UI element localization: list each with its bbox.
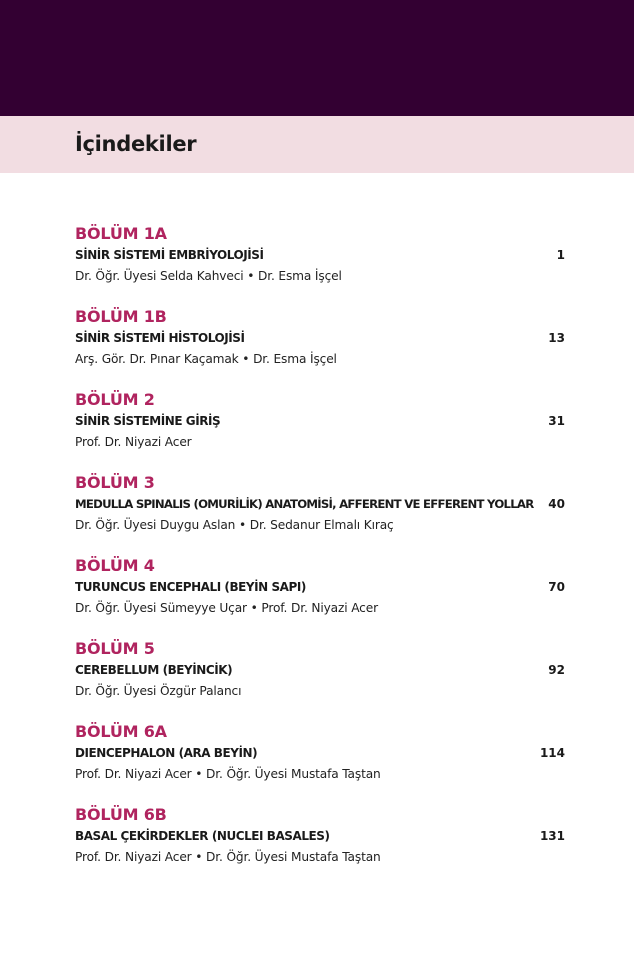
page-number: 1 bbox=[556, 248, 565, 262]
chapter-authors: Dr. Öğr. Üyesi Özgür Palancı bbox=[75, 684, 242, 698]
chapter-title-row bbox=[75, 494, 565, 515]
page-number: 92 bbox=[548, 663, 565, 677]
toc-entry[interactable] bbox=[75, 555, 565, 638]
chapter-authors: Prof. Dr. Niyazi Acer bbox=[75, 435, 192, 449]
toc-entry[interactable] bbox=[75, 638, 565, 721]
chapter-title: BASAL ÇEKİRDEKLER (NUCLEI BASALES) bbox=[75, 829, 330, 843]
toc-entry[interactable] bbox=[75, 472, 565, 555]
chapter-label: BÖLÜM 1A bbox=[75, 224, 167, 243]
chapter-label: BÖLÜM 3 bbox=[75, 473, 155, 492]
chapter-label: BÖLÜM 5 bbox=[75, 639, 155, 658]
chapter-title-row bbox=[75, 660, 565, 681]
chapter-label: BÖLÜM 1B bbox=[75, 307, 167, 326]
page-number: 131 bbox=[539, 829, 565, 843]
page-number: 114 bbox=[539, 746, 565, 760]
chapter-title: TURUNCUS ENCEPHALI (BEYİN SAPI) bbox=[75, 580, 306, 594]
chapter-authors: Arş. Gör. Dr. Pınar Kaçamak • Dr. Esma İşçel bbox=[75, 352, 337, 366]
chapter-title-row bbox=[75, 743, 565, 764]
chapter-label: BÖLÜM 2 bbox=[75, 390, 155, 409]
toc-entry[interactable] bbox=[75, 804, 565, 887]
chapter-title: SİNİR SİSTEMİNE GİRİŞ bbox=[75, 414, 221, 428]
chapter-title-row bbox=[75, 577, 565, 598]
chapter-authors: Dr. Öğr. Üyesi Duygu Aslan • Dr. Sedanur Elmalı Kıraç bbox=[75, 518, 394, 532]
chapter-label: BÖLÜM 4 bbox=[75, 556, 155, 575]
page-number: 13 bbox=[548, 331, 565, 345]
page-number: 40 bbox=[548, 497, 565, 511]
chapter-authors: Prof. Dr. Niyazi Acer • Dr. Öğr. Üyesi Mustafa Taştan bbox=[75, 850, 381, 864]
page-title: İçindekiler bbox=[75, 132, 197, 156]
chapter-authors: Dr. Öğr. Üyesi Selda Kahveci • Dr. Esma İşçel bbox=[75, 269, 342, 283]
chapter-title-row bbox=[75, 411, 565, 432]
page-number: 31 bbox=[548, 414, 565, 428]
toc-entry[interactable] bbox=[75, 223, 565, 306]
chapter-title: MEDULLA SPINALIS (OMURİLİK) ANATOMİSİ, AFFERENT VE EFFERENT YOLLAR bbox=[75, 497, 534, 511]
chapter-title: SİNİR SİSTEMİ HİSTOLOJİSİ bbox=[75, 331, 245, 345]
chapter-title: DIENCEPHALON (ARA BEYİN) bbox=[75, 746, 258, 760]
chapter-label: BÖLÜM 6A bbox=[75, 722, 167, 741]
chapter-authors: Prof. Dr. Niyazi Acer • Dr. Öğr. Üyesi Mustafa Taştan bbox=[75, 767, 381, 781]
chapter-label: BÖLÜM 6B bbox=[75, 805, 167, 824]
toc-entry[interactable] bbox=[75, 721, 565, 804]
chapter-title: CEREBELLUM (BEYİNCİK) bbox=[75, 663, 233, 677]
toc-entry[interactable] bbox=[75, 306, 565, 389]
chapter-title-row bbox=[75, 245, 565, 266]
header-band bbox=[0, 0, 634, 116]
chapter-authors: Dr. Öğr. Üyesi Sümeyye Uçar • Prof. Dr. Niyazi Acer bbox=[75, 601, 378, 615]
page-number: 70 bbox=[548, 580, 565, 594]
chapter-title: SİNİR SİSTEMİ EMBRİYOLOJİSİ bbox=[75, 248, 264, 262]
table-of-contents bbox=[75, 223, 565, 887]
toc-entry[interactable] bbox=[75, 389, 565, 472]
chapter-title-row bbox=[75, 826, 565, 847]
chapter-title-row bbox=[75, 328, 565, 349]
